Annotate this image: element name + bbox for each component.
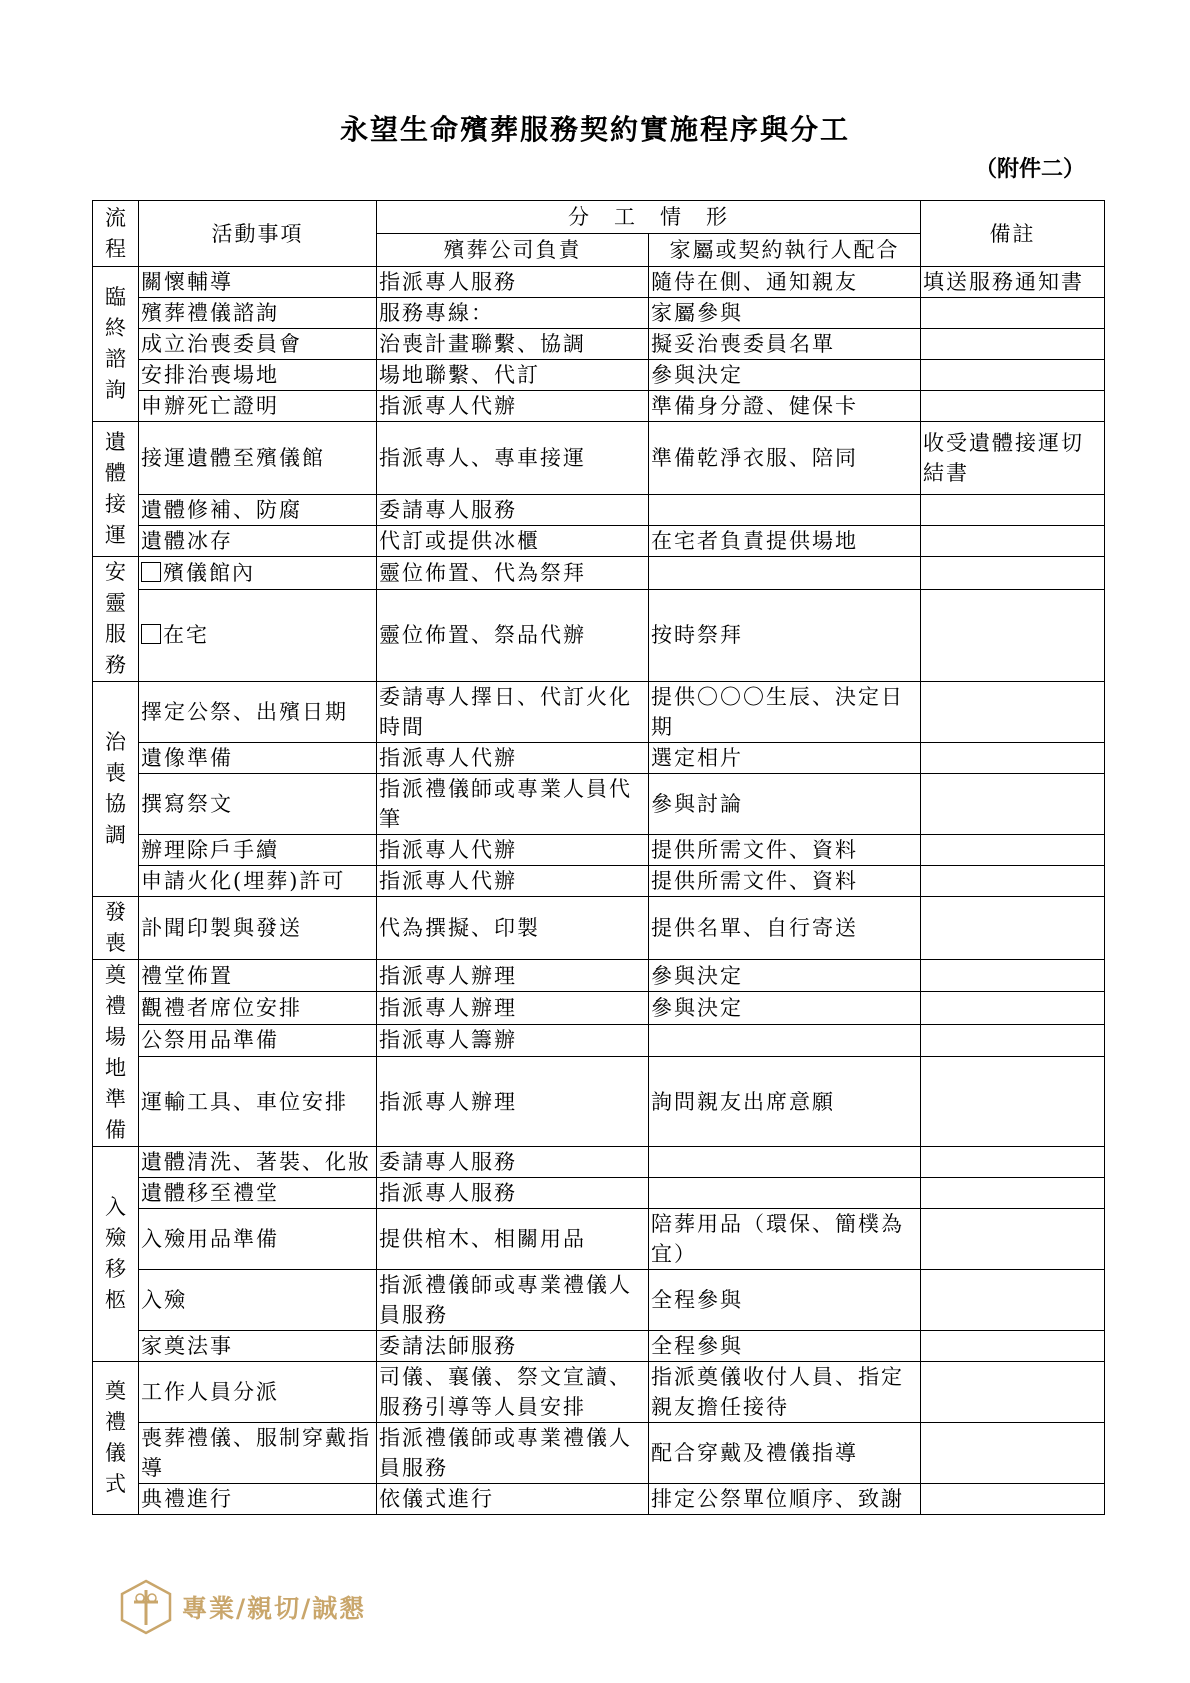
remark-cell bbox=[921, 774, 1105, 835]
company-cell: 委請專人擇日、代訂火化時間 bbox=[377, 682, 649, 743]
remark-cell bbox=[921, 835, 1105, 866]
remark-cell bbox=[921, 589, 1105, 681]
remark-cell bbox=[921, 298, 1105, 329]
family-cell: 指派奠儀收付人員、指定親友擔任接待 bbox=[649, 1362, 921, 1423]
table-row bbox=[93, 557, 1105, 590]
family-cell: 全程參與 bbox=[649, 1270, 921, 1331]
activity-cell: 申辦死亡證明 bbox=[139, 391, 377, 422]
remark-cell bbox=[921, 1331, 1105, 1362]
company-cell: 指派專人服務 bbox=[377, 1178, 649, 1209]
activity-cell: 入殮 bbox=[139, 1270, 377, 1331]
table-row bbox=[93, 298, 1105, 329]
cross-hexagon-logo-icon bbox=[118, 1578, 174, 1636]
remark-cell bbox=[921, 557, 1105, 590]
activity-cell: 典禮進行 bbox=[139, 1484, 377, 1515]
table-row bbox=[93, 1331, 1105, 1362]
company-cell: 委請專人服務 bbox=[377, 1147, 649, 1178]
remark-cell bbox=[921, 682, 1105, 743]
activity-cell: 運輸工具、車位安排 bbox=[139, 1057, 377, 1147]
activity-cell: 成立治喪委員會 bbox=[139, 329, 377, 360]
table-row bbox=[93, 1024, 1105, 1056]
family-cell: 提供〇〇〇生辰、決定日期 bbox=[649, 682, 921, 743]
remark-cell bbox=[921, 743, 1105, 774]
activity-cell: 辦理除戶手續 bbox=[139, 835, 377, 866]
stage-cell: 入殮移柩 bbox=[93, 1147, 139, 1362]
table-row bbox=[93, 1423, 1105, 1484]
family-cell: 陪葬用品（環保、簡樸為宜） bbox=[649, 1209, 921, 1270]
annex-label: （附件二） bbox=[974, 156, 1085, 182]
company-cell: 指派專人辦理 bbox=[377, 1057, 649, 1147]
table-row bbox=[93, 1147, 1105, 1178]
family-cell: 詢問親友出席意願 bbox=[649, 1057, 921, 1147]
table-row bbox=[93, 360, 1105, 391]
family-cell: 家屬參與 bbox=[649, 298, 921, 329]
table-row bbox=[93, 495, 1105, 526]
company-cell: 指派專人代辦 bbox=[377, 391, 649, 422]
remark-cell bbox=[921, 1178, 1105, 1209]
footer-slogan: 專業/親切/誠懇 bbox=[182, 1594, 367, 1623]
activity-cell: 工作人員分派 bbox=[139, 1362, 377, 1423]
company-cell: 治喪計畫聯繫、協調 bbox=[377, 329, 649, 360]
table-row bbox=[93, 1362, 1105, 1423]
stage-cell: 安靈服務 bbox=[93, 557, 139, 682]
table-row bbox=[93, 422, 1105, 495]
remark-cell bbox=[921, 1423, 1105, 1484]
remark-cell bbox=[921, 526, 1105, 557]
remark-cell: 收受遺體接運切結書 bbox=[921, 422, 1105, 495]
footer bbox=[118, 1578, 366, 1636]
remark-cell bbox=[921, 1362, 1105, 1423]
family-cell: 擬妥治喪委員名單 bbox=[649, 329, 921, 360]
table-row bbox=[93, 589, 1105, 681]
header-remark: 備註 bbox=[921, 201, 1105, 267]
company-cell: 服務專線： bbox=[377, 298, 649, 329]
family-cell: 提供所需文件、資料 bbox=[649, 835, 921, 866]
company-cell: 依儀式進行 bbox=[377, 1484, 649, 1515]
stage-cell: 治喪協調 bbox=[93, 682, 139, 897]
stage-cell: 奠禮場地準備 bbox=[93, 960, 139, 1147]
company-cell: 指派專人辦理 bbox=[377, 992, 649, 1024]
family-cell bbox=[649, 495, 921, 526]
company-cell: 指派專人、專車接運 bbox=[377, 422, 649, 495]
company-cell: 代為撰擬、印製 bbox=[377, 897, 649, 960]
family-cell: 排定公祭單位順序、致謝 bbox=[649, 1484, 921, 1515]
company-cell: 代訂或提供冰櫃 bbox=[377, 526, 649, 557]
activity-cell: 申請火化(埋葬)許可 bbox=[139, 866, 377, 897]
table-row bbox=[93, 267, 1105, 298]
activity-cell: 訃聞印製與發送 bbox=[139, 897, 377, 960]
company-cell: 指派專人代辦 bbox=[377, 743, 649, 774]
activity-cell: 遺體清洗、著裝、化妝 bbox=[139, 1147, 377, 1178]
family-cell bbox=[649, 1024, 921, 1056]
table-row bbox=[93, 391, 1105, 422]
table-row bbox=[93, 682, 1105, 743]
family-cell: 隨侍在側、通知親友 bbox=[649, 267, 921, 298]
table-row bbox=[93, 835, 1105, 866]
family-cell: 按時祭拜 bbox=[649, 589, 921, 681]
remark-cell bbox=[921, 391, 1105, 422]
company-cell: 指派禮儀師或專業禮儀人員服務 bbox=[377, 1423, 649, 1484]
header-stage: 流程 bbox=[93, 201, 139, 267]
table-row bbox=[93, 1270, 1105, 1331]
activity-cell: 遺體移至禮堂 bbox=[139, 1178, 377, 1209]
table-row bbox=[93, 960, 1105, 992]
family-cell: 參與決定 bbox=[649, 992, 921, 1024]
company-cell: 靈位佈置、祭品代辦 bbox=[377, 589, 649, 681]
company-cell: 指派禮儀師或專業人員代筆 bbox=[377, 774, 649, 835]
activity-cell: 擇定公祭、出殯日期 bbox=[139, 682, 377, 743]
activity-cell: 觀禮者席位安排 bbox=[139, 992, 377, 1024]
family-cell: 準備身分證、健保卡 bbox=[649, 391, 921, 422]
remark-cell bbox=[921, 360, 1105, 391]
company-cell: 委請法師服務 bbox=[377, 1331, 649, 1362]
activity-cell: 入殮用品準備 bbox=[139, 1209, 377, 1270]
family-cell: 選定相片 bbox=[649, 743, 921, 774]
activity-cell: 殯葬禮儀諮詢 bbox=[139, 298, 377, 329]
table-row bbox=[93, 1178, 1105, 1209]
activity-cell: 公祭用品準備 bbox=[139, 1024, 377, 1056]
table-row bbox=[93, 329, 1105, 360]
table-row bbox=[93, 774, 1105, 835]
family-cell: 配合穿戴及禮儀指導 bbox=[649, 1423, 921, 1484]
activity-cell: 家奠法事 bbox=[139, 1331, 377, 1362]
activity-cell: 禮堂佈置 bbox=[139, 960, 377, 992]
family-cell: 全程參與 bbox=[649, 1331, 921, 1362]
activity-cell: 接運遺體至殯儀館 bbox=[139, 422, 377, 495]
family-cell: 參與決定 bbox=[649, 360, 921, 391]
company-cell: 指派專人代辦 bbox=[377, 835, 649, 866]
company-cell: 委請專人服務 bbox=[377, 495, 649, 526]
activity-cell: 殯儀館內 bbox=[139, 557, 377, 590]
table-row bbox=[93, 1484, 1105, 1515]
activity-cell: 喪葬禮儀、服制穿戴指導 bbox=[139, 1423, 377, 1484]
table-row bbox=[93, 897, 1105, 960]
remark-cell bbox=[921, 1270, 1105, 1331]
remark-cell bbox=[921, 897, 1105, 960]
family-cell bbox=[649, 1147, 921, 1178]
procedure-table bbox=[92, 200, 1105, 1515]
remark-cell bbox=[921, 495, 1105, 526]
remark-cell bbox=[921, 992, 1105, 1024]
header-activity: 活動事項 bbox=[139, 201, 377, 267]
remark-cell bbox=[921, 866, 1105, 897]
family-cell: 參與討論 bbox=[649, 774, 921, 835]
remark-cell bbox=[921, 1484, 1105, 1515]
remark-cell bbox=[921, 1024, 1105, 1056]
family-cell: 提供所需文件、資料 bbox=[649, 866, 921, 897]
family-cell: 參與決定 bbox=[649, 960, 921, 992]
family-cell: 提供名單、自行寄送 bbox=[649, 897, 921, 960]
company-cell: 提供棺木、相關用品 bbox=[377, 1209, 649, 1270]
company-cell: 指派專人籌辦 bbox=[377, 1024, 649, 1056]
company-cell: 場地聯繫、代訂 bbox=[377, 360, 649, 391]
stage-cell: 遺體接運 bbox=[93, 422, 139, 557]
company-cell: 指派禮儀師或專業禮儀人員服務 bbox=[377, 1270, 649, 1331]
activity-cell: 在宅 bbox=[139, 589, 377, 681]
remark-cell bbox=[921, 1057, 1105, 1147]
table-row bbox=[93, 1209, 1105, 1270]
company-cell: 指派專人辦理 bbox=[377, 960, 649, 992]
activity-cell: 遺體修補、防腐 bbox=[139, 495, 377, 526]
header-company: 殯葬公司負責 bbox=[377, 234, 649, 267]
activity-cell: 安排治喪場地 bbox=[139, 360, 377, 391]
remark-cell bbox=[921, 960, 1105, 992]
company-cell: 司儀、襄儀、祭文宣讀、服務引導等人員安排 bbox=[377, 1362, 649, 1423]
header-family: 家屬或契約執行人配合 bbox=[649, 234, 921, 267]
stage-cell: 發喪 bbox=[93, 897, 139, 960]
header-division: 分 工 情 形 bbox=[377, 201, 921, 234]
activity-cell: 撰寫祭文 bbox=[139, 774, 377, 835]
remark-cell: 填送服務通知書 bbox=[921, 267, 1105, 298]
checkbox[interactable] bbox=[141, 624, 161, 644]
table-row bbox=[93, 1057, 1105, 1147]
activity-cell: 遺體冰存 bbox=[139, 526, 377, 557]
remark-cell bbox=[921, 1209, 1105, 1270]
family-cell bbox=[649, 1178, 921, 1209]
company-cell: 指派專人服務 bbox=[377, 267, 649, 298]
document-title: 永望生命殯葬服務契約實施程序與分工 bbox=[339, 113, 850, 146]
table-row bbox=[93, 992, 1105, 1024]
family-cell: 準備乾淨衣服、陪同 bbox=[649, 422, 921, 495]
table-row bbox=[93, 526, 1105, 557]
family-cell: 在宅者負責提供場地 bbox=[649, 526, 921, 557]
table-body bbox=[93, 267, 1105, 1515]
table-row bbox=[93, 866, 1105, 897]
activity-cell: 遺像準備 bbox=[139, 743, 377, 774]
company-cell: 靈位佈置、代為祭拜 bbox=[377, 557, 649, 590]
remark-cell bbox=[921, 1147, 1105, 1178]
checkbox[interactable] bbox=[141, 562, 161, 582]
remark-cell bbox=[921, 329, 1105, 360]
table-row bbox=[93, 743, 1105, 774]
company-cell: 指派專人代辦 bbox=[377, 866, 649, 897]
stage-cell: 臨終諮詢 bbox=[93, 267, 139, 422]
family-cell bbox=[649, 557, 921, 590]
activity-cell: 關懷輔導 bbox=[139, 267, 377, 298]
stage-cell: 奠禮儀式 bbox=[93, 1362, 139, 1515]
